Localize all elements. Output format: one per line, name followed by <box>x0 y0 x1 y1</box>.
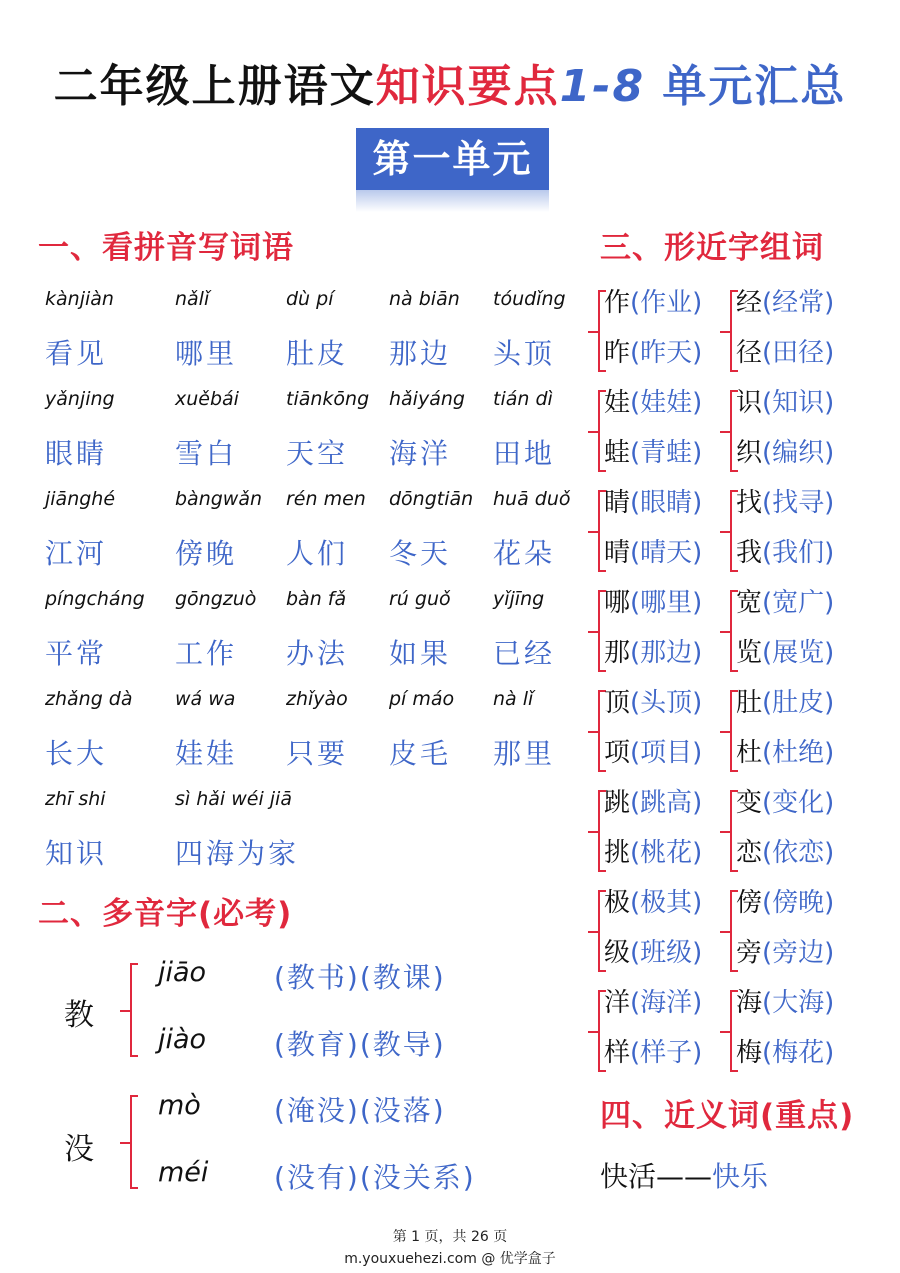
similar-char-word: (我们) <box>762 538 835 568</box>
similar-char-item <box>604 532 702 569</box>
similar-char: 晴 <box>604 538 631 568</box>
bracket <box>130 963 138 1057</box>
pinyin-label: rú guǒ <box>389 588 451 610</box>
hanzi-word: 傍晚 <box>175 537 238 570</box>
synonym-dash: —— <box>656 1160 713 1193</box>
pinyin-label: dù pí <box>286 288 334 310</box>
pinyin-label: zhǎng dà <box>45 688 133 710</box>
similar-char-item <box>736 582 834 619</box>
similar-char: 跳 <box>604 788 631 818</box>
similar-char-word: (梅花) <box>762 1038 835 1068</box>
hanzi-word: 那里 <box>493 737 556 770</box>
section4-title: 四、近义词(重点) <box>600 1098 855 1134</box>
similar-char-item <box>736 1032 834 1069</box>
pinyin-label: pí máo <box>389 688 455 710</box>
pinyin-label: bàngwǎn <box>175 488 263 510</box>
similar-char-word: (肚皮) <box>762 688 835 718</box>
similar-char: 变 <box>736 788 763 818</box>
similar-char: 织 <box>736 438 763 468</box>
similar-char: 我 <box>736 538 763 568</box>
pinyin-label: kànjiàn <box>45 288 114 310</box>
pinyin-label: yǐjīng <box>493 588 545 610</box>
similar-char: 那 <box>604 638 631 668</box>
similar-char: 睛 <box>604 488 631 518</box>
pinyin-label: tóudǐng <box>493 288 566 310</box>
hanzi-word: 冬天 <box>389 537 452 570</box>
similar-char-item <box>736 482 834 519</box>
similar-char: 项 <box>604 738 631 768</box>
hanzi-word: 工作 <box>175 637 238 670</box>
similar-char-word: (昨天) <box>630 338 703 368</box>
similar-char-word: (依恋) <box>762 838 835 868</box>
similar-char-word: (娃娃) <box>630 388 703 418</box>
hanzi-word: 只要 <box>286 737 349 770</box>
similar-char-word: (样子) <box>630 1038 703 1068</box>
similar-char-word: (傍晚) <box>762 888 835 918</box>
hanzi-word: 皮毛 <box>389 737 452 770</box>
pinyin-label: tián dì <box>493 388 553 410</box>
hanzi-word: 平常 <box>45 637 108 670</box>
similar-char-word: (大海) <box>762 988 835 1018</box>
similar-char-item <box>604 632 702 669</box>
similar-char-word: (项目) <box>630 738 703 768</box>
similar-char: 挑 <box>604 838 631 868</box>
pinyin-label: nà biān <box>389 288 460 310</box>
similar-char: 娃 <box>604 388 631 418</box>
similar-char: 径 <box>736 338 763 368</box>
similar-char-item <box>736 332 834 369</box>
similar-char-item <box>604 382 702 419</box>
polyphone-words: (教书)(教课) <box>274 961 446 994</box>
similar-char-item <box>604 832 702 869</box>
synonym-pair <box>600 1155 768 1195</box>
similar-char-item <box>736 632 834 669</box>
similar-char-word: (极其) <box>630 888 703 918</box>
similar-char: 旁 <box>736 938 763 968</box>
hanzi-word: 雪白 <box>175 437 238 470</box>
polyphone-char: 没 <box>64 1132 94 1167</box>
similar-char-item <box>604 282 702 319</box>
similar-char-item <box>604 332 702 369</box>
site-credit: m.youxuehezi.com @ 优学盒子 <box>344 1251 556 1267</box>
bracket <box>130 1095 138 1189</box>
similar-char-word: (海洋) <box>630 988 703 1018</box>
similar-char-word: (宽广) <box>762 588 835 618</box>
similar-char-item <box>736 382 834 419</box>
similar-char: 识 <box>736 388 763 418</box>
polyphone-pinyin: jiào <box>158 1024 207 1055</box>
hanzi-word: 已经 <box>493 637 556 670</box>
pinyin-label: tiānkōng <box>286 388 370 410</box>
similar-char-item <box>736 532 834 569</box>
hanzi-word: 海洋 <box>389 437 452 470</box>
polyphone-pinyin: jiāo <box>158 957 207 988</box>
polyphone-pinyin: mò <box>158 1090 201 1121</box>
similar-char-item <box>604 682 702 719</box>
similar-char: 宽 <box>736 588 763 618</box>
similar-char: 肚 <box>736 688 763 718</box>
pinyin-label: zhǐyào <box>286 688 348 710</box>
pinyin-label: jiānghé <box>45 488 116 510</box>
similar-char: 样 <box>604 1038 631 1068</box>
pinyin-label: zhī shi <box>45 788 106 810</box>
similar-char-word: (班级) <box>630 938 703 968</box>
similar-char: 傍 <box>736 888 763 918</box>
similar-char-item <box>604 732 702 769</box>
similar-char-word: (晴天) <box>630 538 703 568</box>
pinyin-label: xuěbái <box>175 388 239 410</box>
similar-char: 经 <box>736 288 763 318</box>
hanzi-word: 肚皮 <box>286 337 349 370</box>
pinyin-label: sì hǎi wéi jiā <box>175 788 292 810</box>
similar-char: 览 <box>736 638 763 668</box>
pinyin-label: hǎiyáng <box>389 388 465 410</box>
hanzi-word: 人们 <box>286 537 349 570</box>
hanzi-word: 四海为家 <box>175 837 300 870</box>
similar-char-item <box>604 582 702 619</box>
similar-char: 洋 <box>604 988 631 1018</box>
similar-char-word: (哪里) <box>630 588 703 618</box>
pinyin-label: rén men <box>286 488 366 510</box>
hanzi-word: 哪里 <box>175 337 238 370</box>
polyphone-words: (没有)(没关系) <box>274 1161 476 1194</box>
similar-char-word: (经常) <box>762 288 835 318</box>
hanzi-word: 如果 <box>389 637 452 670</box>
pinyin-label: yǎnjing <box>45 388 115 410</box>
similar-char-word: (编织) <box>762 438 835 468</box>
similar-char-item <box>604 982 702 1019</box>
hanzi-word: 田地 <box>493 437 556 470</box>
section3-title: 三、形近字组词 <box>600 230 824 266</box>
pinyin-label: nǎlǐ <box>175 288 210 310</box>
similar-char-word: (头顶) <box>630 688 703 718</box>
hanzi-word: 江河 <box>45 537 108 570</box>
polyphone-words: (教育)(教导) <box>274 1028 446 1061</box>
similar-char-item <box>604 782 702 819</box>
hanzi-word: 花朵 <box>493 537 556 570</box>
hanzi-word: 天空 <box>286 437 349 470</box>
hanzi-word: 办法 <box>286 637 349 670</box>
pinyin-label: wá wa <box>175 688 236 710</box>
similar-char: 恋 <box>736 838 763 868</box>
similar-char-item <box>736 682 834 719</box>
pinyin-label: gōngzuò <box>175 588 257 610</box>
synonym-word: 快活 <box>600 1160 657 1193</box>
similar-char-word: (旁边) <box>762 938 835 968</box>
similar-char-item <box>736 432 834 469</box>
hanzi-word: 长大 <box>45 737 108 770</box>
similar-char-item <box>736 882 834 919</box>
similar-char: 作 <box>604 288 631 318</box>
hanzi-word: 娃娃 <box>175 737 238 770</box>
similar-char-word: (找寻) <box>762 488 835 518</box>
page-number: 第 1 页，共 26 页 <box>392 1229 508 1245</box>
similar-char: 梅 <box>736 1038 763 1068</box>
similar-char-item <box>736 782 834 819</box>
pinyin-label: bàn fǎ <box>286 588 347 610</box>
hanzi-word: 头顶 <box>493 337 556 370</box>
polyphone-words: (淹没)(没落) <box>274 1094 446 1127</box>
polyphone-pinyin: méi <box>158 1157 209 1188</box>
pinyin-label: píngcháng <box>45 588 145 610</box>
similar-char: 找 <box>736 488 763 518</box>
similar-char-item <box>604 482 702 519</box>
page-title: 二年级上册语文知识要点1-8 单元汇总 <box>53 61 847 112</box>
synonym-answer: 快乐 <box>712 1160 769 1193</box>
similar-char-item <box>604 932 702 969</box>
similar-char: 哪 <box>604 588 631 618</box>
similar-char: 顶 <box>604 688 631 718</box>
similar-char-item <box>736 932 834 969</box>
similar-char-word: (展览) <box>762 638 835 668</box>
similar-char: 级 <box>604 938 631 968</box>
pinyin-label: dōngtiān <box>389 488 474 510</box>
similar-char: 蛙 <box>604 438 631 468</box>
similar-char-item <box>736 282 834 319</box>
similar-char-word: (变化) <box>762 788 835 818</box>
similar-char-item <box>604 882 702 919</box>
section1-title: 一、看拼音写词语 <box>38 230 294 266</box>
similar-char-item <box>736 732 834 769</box>
similar-char-item <box>736 832 834 869</box>
similar-char-word: (桃花) <box>630 838 703 868</box>
polyphone-char: 教 <box>64 998 94 1033</box>
similar-char-word: (跳高) <box>630 788 703 818</box>
similar-char-item <box>736 982 834 1019</box>
unit-banner-shadow <box>356 190 549 212</box>
similar-char-word: (知识) <box>762 388 835 418</box>
similar-char-word: (杜绝) <box>762 738 835 768</box>
similar-char-word: (青蛙) <box>630 438 703 468</box>
similar-char-item <box>604 432 702 469</box>
hanzi-word: 眼睛 <box>45 437 108 470</box>
similar-char-word: (眼睛) <box>630 488 703 518</box>
similar-char: 杜 <box>736 738 763 768</box>
section2-title: 二、多音字(必考) <box>38 896 293 932</box>
pinyin-label: nà lǐ <box>493 688 534 710</box>
similar-char: 昨 <box>604 338 631 368</box>
hanzi-word: 看见 <box>45 337 108 370</box>
similar-char-item <box>604 1032 702 1069</box>
similar-char: 海 <box>736 988 763 1018</box>
similar-char-word: (那边) <box>630 638 703 668</box>
similar-char: 极 <box>604 888 631 918</box>
similar-char-word: (作业) <box>630 288 703 318</box>
hanzi-word: 知识 <box>45 837 108 870</box>
unit-banner: 第一单元 <box>356 128 549 190</box>
pinyin-label: huā duǒ <box>493 488 571 510</box>
hanzi-word: 那边 <box>389 337 452 370</box>
similar-char-word: (田径) <box>762 338 835 368</box>
